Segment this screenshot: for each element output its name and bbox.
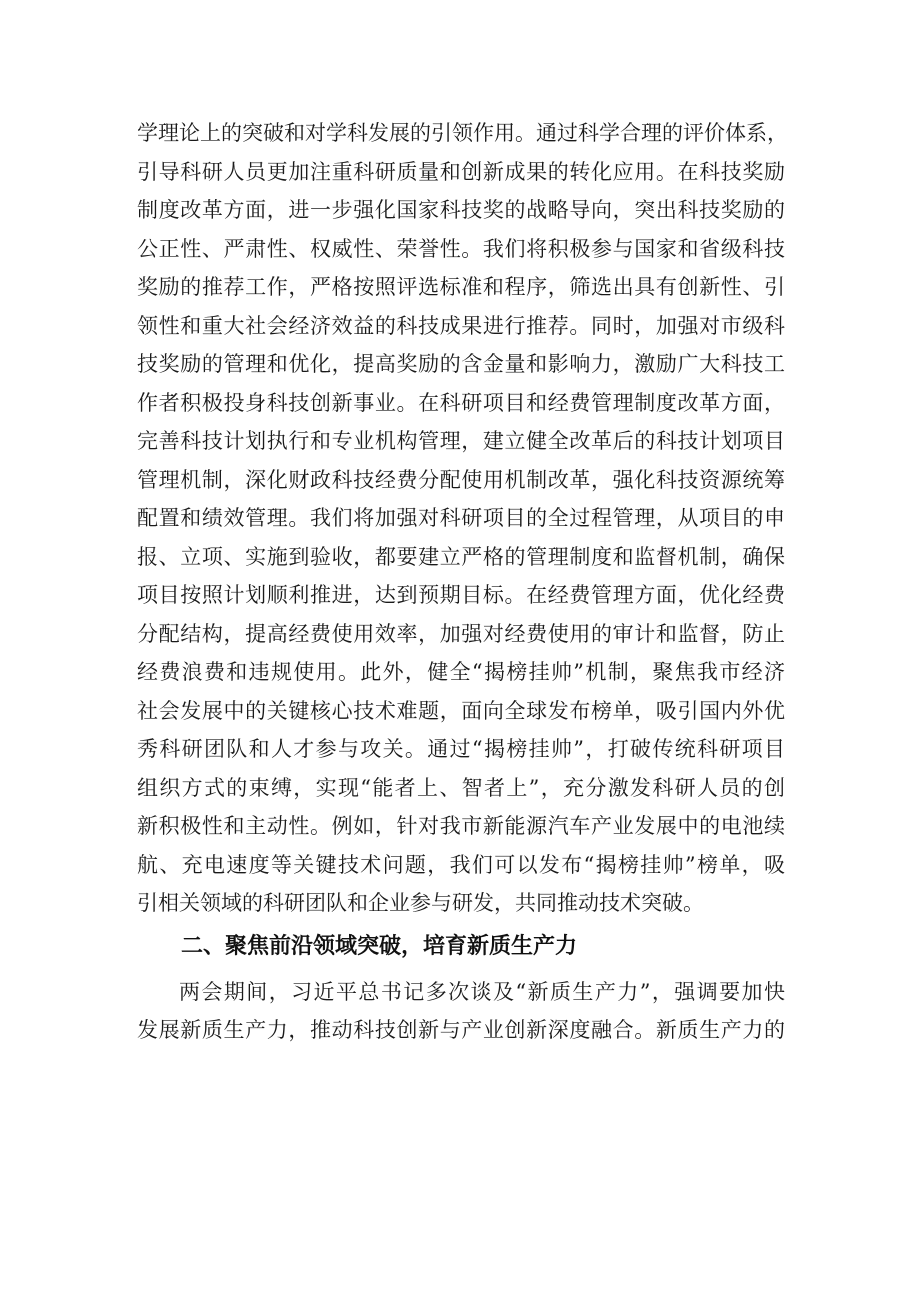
text-line: 新积极性和主动性。例如，针对我市新能源汽车产业发展中的电池续: [137, 814, 785, 838]
text-line: 秀科研团队和人才参与攻关。通过“揭榜挂帅”，打破传统科研项目: [137, 737, 785, 761]
text-line: 引相关领域的科研团队和企业参与研发，共同推动技术突破。: [137, 891, 704, 915]
text-line: 技奖励的管理和优化，提高奖励的含金量和影响力，激励广大科技工: [137, 352, 785, 376]
text-line: 制度改革方面，进一步强化国家科技奖的战略导向，突出科技奖励的: [137, 198, 785, 222]
text-line: 报、立项、实施到验收，都要建立严格的管理制度和监督机制，确保: [137, 544, 785, 569]
text-line: 管理机制，深化财政科技经费分配使用机制改革，强化科技资源统筹: [137, 467, 785, 492]
text-line: 奖励的推荐工作，严格按照评选标准和程序，筛选出具有创新性、引: [137, 275, 785, 299]
text-line: 项目按照计划顺利推进，达到预期目标。在经费管理方面，优化经费: [137, 583, 785, 607]
text-line: 作者积极投身科技创新事业。在科研项目和经费管理制度改革方面，: [137, 390, 785, 415]
text-line: 配置和绩效管理。我们将加强对科研项目的全过程管理，从项目的申: [137, 506, 785, 530]
text-line: 组织方式的束缚，实现“能者上、智者上”，充分激发科研人员的创: [137, 775, 785, 800]
section-heading: 二、聚焦前沿领域突破，培育新质生产力: [181, 933, 578, 959]
text-line: 经费浪费和违规使用。此外，健全“揭榜挂帅”机制，聚焦我市经济: [137, 660, 785, 684]
paragraph-2: [137, 973, 785, 1050]
text-line: 引导科研人员更加注重科研质量和创新成果的转化应用。在科技奖励: [137, 159, 785, 184]
text-line: 学理论上的突破和对学科发展的引领作用。通过科学合理的评价体系，: [137, 121, 788, 145]
text-line: 航、充电速度等关键技术问题，我们可以发布“揭榜挂帅”榜单，吸: [137, 852, 785, 877]
text-line: 两会期间，习近平总书记多次谈及“新质生产力”，强调要加快: [179, 979, 785, 1004]
text-line: 领性和重大社会经济效益的科技成果进行推荐。同时，加强对市级科: [137, 313, 785, 338]
document-body: [137, 114, 788, 1050]
text-line: 公正性、严肃性、权威性、荣誉性。我们将积极参与国家和省级科技: [137, 236, 785, 261]
text-line: 分配结构，提高经费使用效率，加强对经费使用的审计和监督，防止: [137, 621, 785, 646]
text-line: 社会发展中的关键核心技术难题，面向全球发布榜单，吸引国内外优: [137, 698, 785, 723]
paragraph-1: [137, 114, 788, 923]
text-line: 完善科技计划执行和专业机构管理，建立健全改革后的科技计划项目: [137, 429, 785, 453]
text-line: 发展新质生产力，推动科技创新与产业创新深度融合。新质生产力的: [137, 1018, 785, 1042]
